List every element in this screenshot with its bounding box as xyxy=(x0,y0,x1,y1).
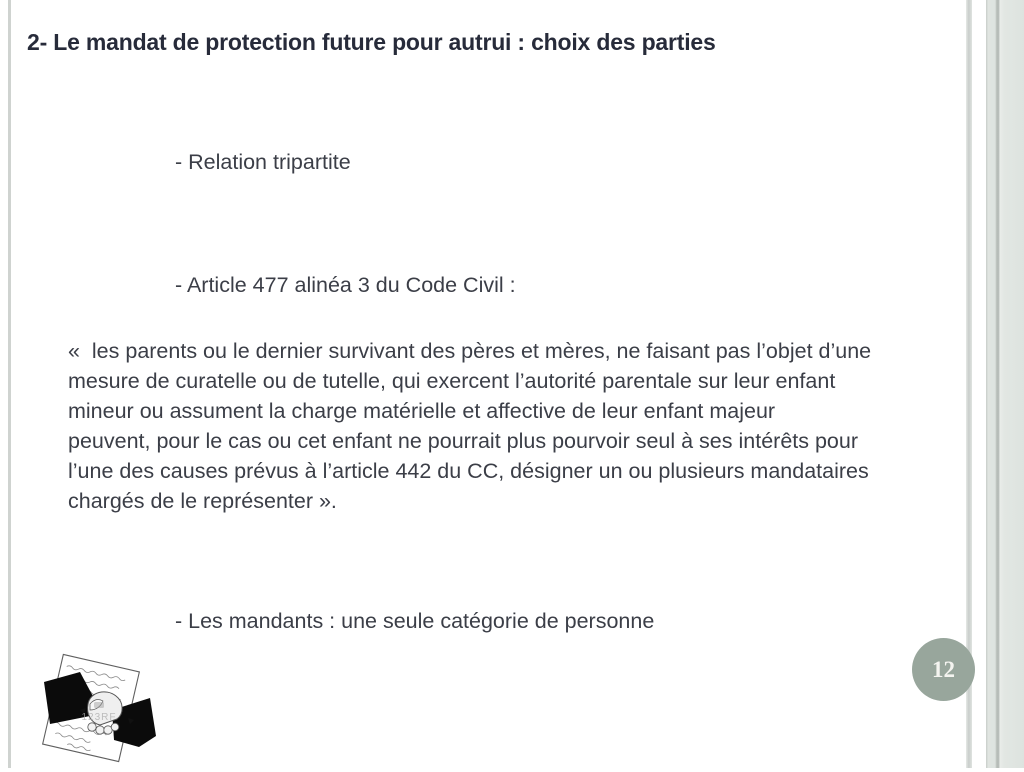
right-border-panel xyxy=(986,0,1024,768)
quote-line: « les parents ou le dernier survivant des pères et mères, ne faisant pas l’objet d’une xyxy=(68,339,872,363)
bullet-article-477: - Article 477 alinéa 3 du Code Civil : xyxy=(175,273,516,297)
quote-line: chargés de le représenter ». xyxy=(68,489,337,513)
handshake-clipart-svg xyxy=(36,646,158,767)
page-number-badge xyxy=(912,638,975,701)
watermark-text: 123RF xyxy=(81,712,117,723)
page-number: 12 xyxy=(932,656,955,682)
quote-paragraph xyxy=(68,336,871,516)
quote-line: l’une des causes prévus à l’article 442 du CC, désigner un ou plusieurs mandataires xyxy=(68,459,869,483)
quote-line: peuvent, pour le cas ou cet enfant ne pourrait plus pourvoir seul à ses intérêts pour xyxy=(68,429,858,453)
slide-title: 2- Le mandat de protection future pour autrui : choix des parties xyxy=(27,29,716,55)
quote-line: mineur ou assument la charge matérielle et affective de leur enfant majeur xyxy=(68,399,776,423)
bullet-relation-tripartite: - Relation tripartite xyxy=(175,150,351,174)
left-border-stripe xyxy=(8,0,11,768)
quote-line: mesure de curatelle ou de tutelle, qui exercent l’autorité parentale sur leur enfant xyxy=(68,369,836,393)
handshake-contract-clipart xyxy=(36,646,158,767)
bullet-les-mandants: - Les mandants : une seule catégorie de personne xyxy=(175,609,655,633)
